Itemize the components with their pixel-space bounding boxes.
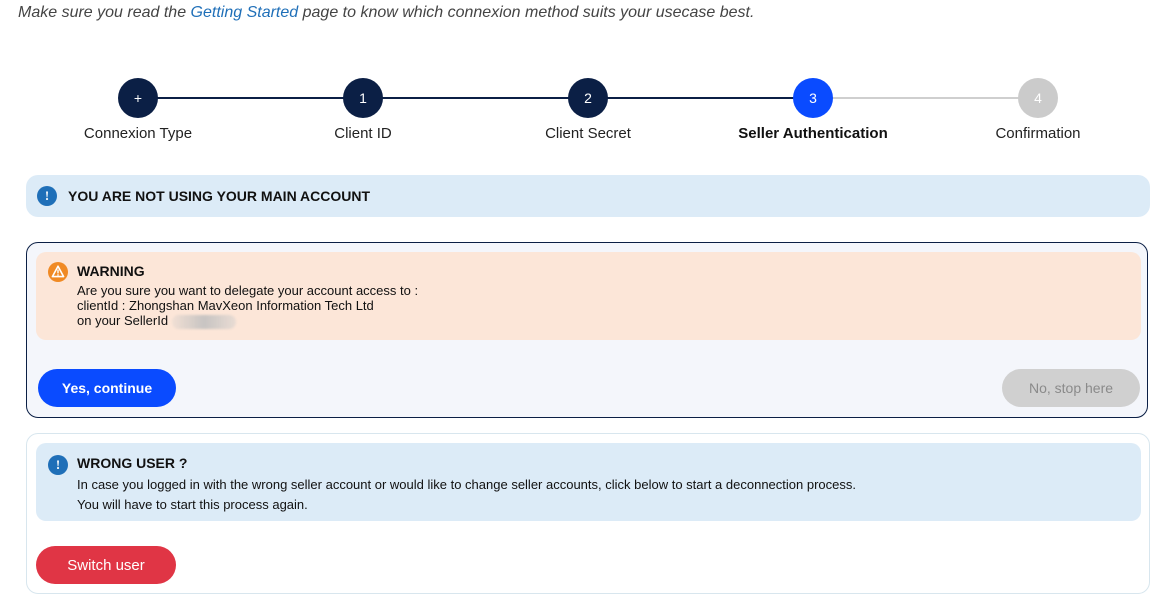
step-label-confirmation: Confirmation	[995, 125, 1081, 142]
warning-line-delegate: Are you sure you want to delegate your account access to :	[77, 283, 419, 298]
getting-started-link[interactable]: Getting Started	[190, 4, 299, 21]
warning-line-client-id: clientId : Zhongshan MavXeon Information Tech Ltd	[77, 298, 374, 313]
intro-text-after: page to know which connexion method suits your usecase best.	[298, 4, 755, 21]
step-badge-client-id: 1	[343, 78, 383, 118]
step-client-id[interactable]	[263, 78, 463, 142]
wrong-user-line-instructions: In case you logged in with the wrong seller account or would like to change seller accounts, click below to start a deconnection process.	[77, 477, 856, 492]
warning-line-seller-id	[77, 313, 418, 329]
intro-text-before: Make sure you read the	[18, 4, 191, 21]
step-confirmation	[938, 78, 1138, 142]
warning-box	[36, 252, 1141, 340]
step-badge-confirmation: 4	[1018, 78, 1058, 118]
warning-title: WARNING	[77, 263, 145, 279]
step-badge-client-secret: 2	[568, 78, 608, 118]
info-icon: !	[48, 455, 68, 475]
step-client-secret[interactable]	[488, 78, 688, 142]
step-badge-seller-authentication: 3	[793, 78, 833, 118]
wrong-user-title: WRONG USER ?	[77, 455, 188, 471]
stepper	[0, 78, 1160, 148]
step-label-seller-authentication: Seller Authentication	[738, 125, 888, 142]
wrong-user-line-restart: You will have to start this process again.	[77, 497, 308, 512]
redacted-seller-id	[172, 315, 236, 329]
info-icon: !	[37, 186, 57, 206]
step-label-connexion-type: Connexion Type	[83, 125, 193, 142]
step-seller-authentication	[713, 78, 913, 142]
warning-message	[77, 283, 418, 329]
step-connexion-type[interactable]	[38, 78, 238, 142]
seller-id-label: on your SellerId	[77, 313, 169, 328]
step-label-client-secret: Client Secret	[545, 125, 631, 142]
delegation-warning-panel	[26, 242, 1148, 418]
not-main-account-text: YOU ARE NOT USING YOUR MAIN ACCOUNT	[68, 188, 371, 204]
step-badge-connexion-type: +	[118, 78, 158, 118]
wrong-user-panel	[26, 433, 1150, 594]
step-label-client-id: Client ID	[334, 125, 392, 142]
wrong-user-message	[77, 475, 856, 515]
wrong-user-box	[36, 443, 1141, 521]
intro-text	[18, 4, 754, 22]
yes-continue-button[interactable]: Yes, continue	[38, 369, 176, 407]
warning-icon	[48, 262, 68, 282]
no-stop-here-button[interactable]: No, stop here	[1002, 369, 1140, 407]
switch-user-button[interactable]: Switch user	[36, 546, 176, 584]
not-main-account-banner	[26, 175, 1150, 217]
